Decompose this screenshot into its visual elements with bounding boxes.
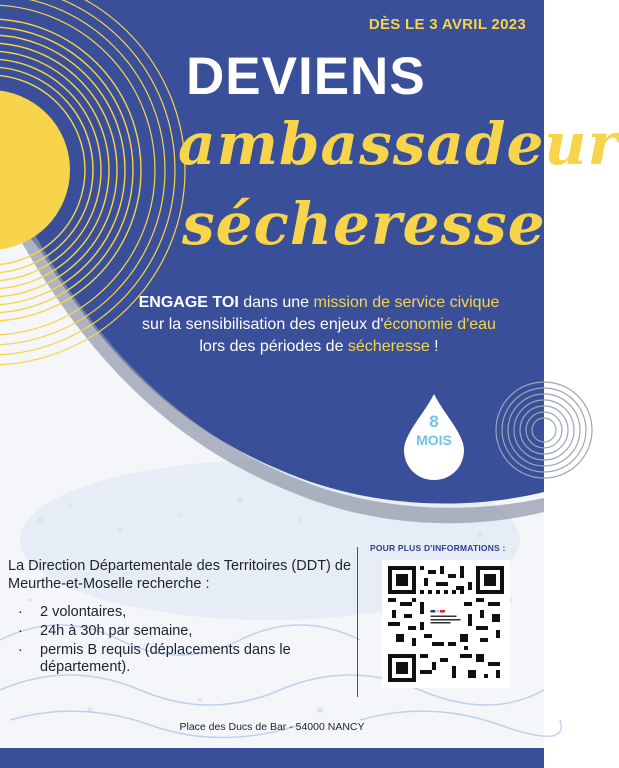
bullet-icon: · <box>18 642 23 658</box>
list-item <box>12 623 347 640</box>
pitch-text-4: ! <box>429 338 439 355</box>
bullet-icon: · <box>18 604 23 620</box>
pitch-secheresse: sécheresse <box>347 338 430 355</box>
info-label: POUR PLUS D'INFORMATIONS : <box>370 543 506 553</box>
pitch-economie: économie d'eau <box>383 316 496 333</box>
duration-number: 8 <box>429 412 439 431</box>
start-date: DÈS LE 3 AVRIL 2023 <box>368 16 526 33</box>
duration-unit: MOIS <box>416 432 452 448</box>
list-item-text: 2 volontaires, <box>40 604 127 620</box>
list-item-text: permis B requis (déplacements dans le département). <box>40 642 291 675</box>
intro-text: La Direction Départementale des Territoires (DDT) de Meurthe-et-Moselle recherche : <box>8 558 352 592</box>
bottom-bar <box>0 748 544 768</box>
pitch-mission: mission de service civique <box>313 294 500 311</box>
mission-pitch <box>128 292 510 358</box>
list-item <box>12 604 347 621</box>
list-item-text: 24h à 30h par semaine, <box>40 623 193 639</box>
divider <box>357 547 358 697</box>
title-secheresse: sécheresse <box>182 190 546 258</box>
qr-code-icon[interactable] <box>382 560 510 688</box>
title-ambassadeur: ambassadeur <box>178 110 619 178</box>
list-item <box>12 642 347 676</box>
pitch-text-3: lors des périodes de <box>199 338 348 355</box>
pitch-text-2: sur la sensibilisation des enjeux d' <box>142 316 384 333</box>
pitch-engage: ENGAGE TOI <box>138 294 239 311</box>
title-deviens: DEVIENS <box>186 47 426 106</box>
bullet-icon: · <box>18 623 23 639</box>
qr-code-graphic <box>388 566 504 682</box>
address: Place des Ducs de Bar - 54000 NANCY <box>179 721 365 733</box>
pitch-text-1: dans une <box>238 294 314 311</box>
requirements-list <box>12 604 347 678</box>
